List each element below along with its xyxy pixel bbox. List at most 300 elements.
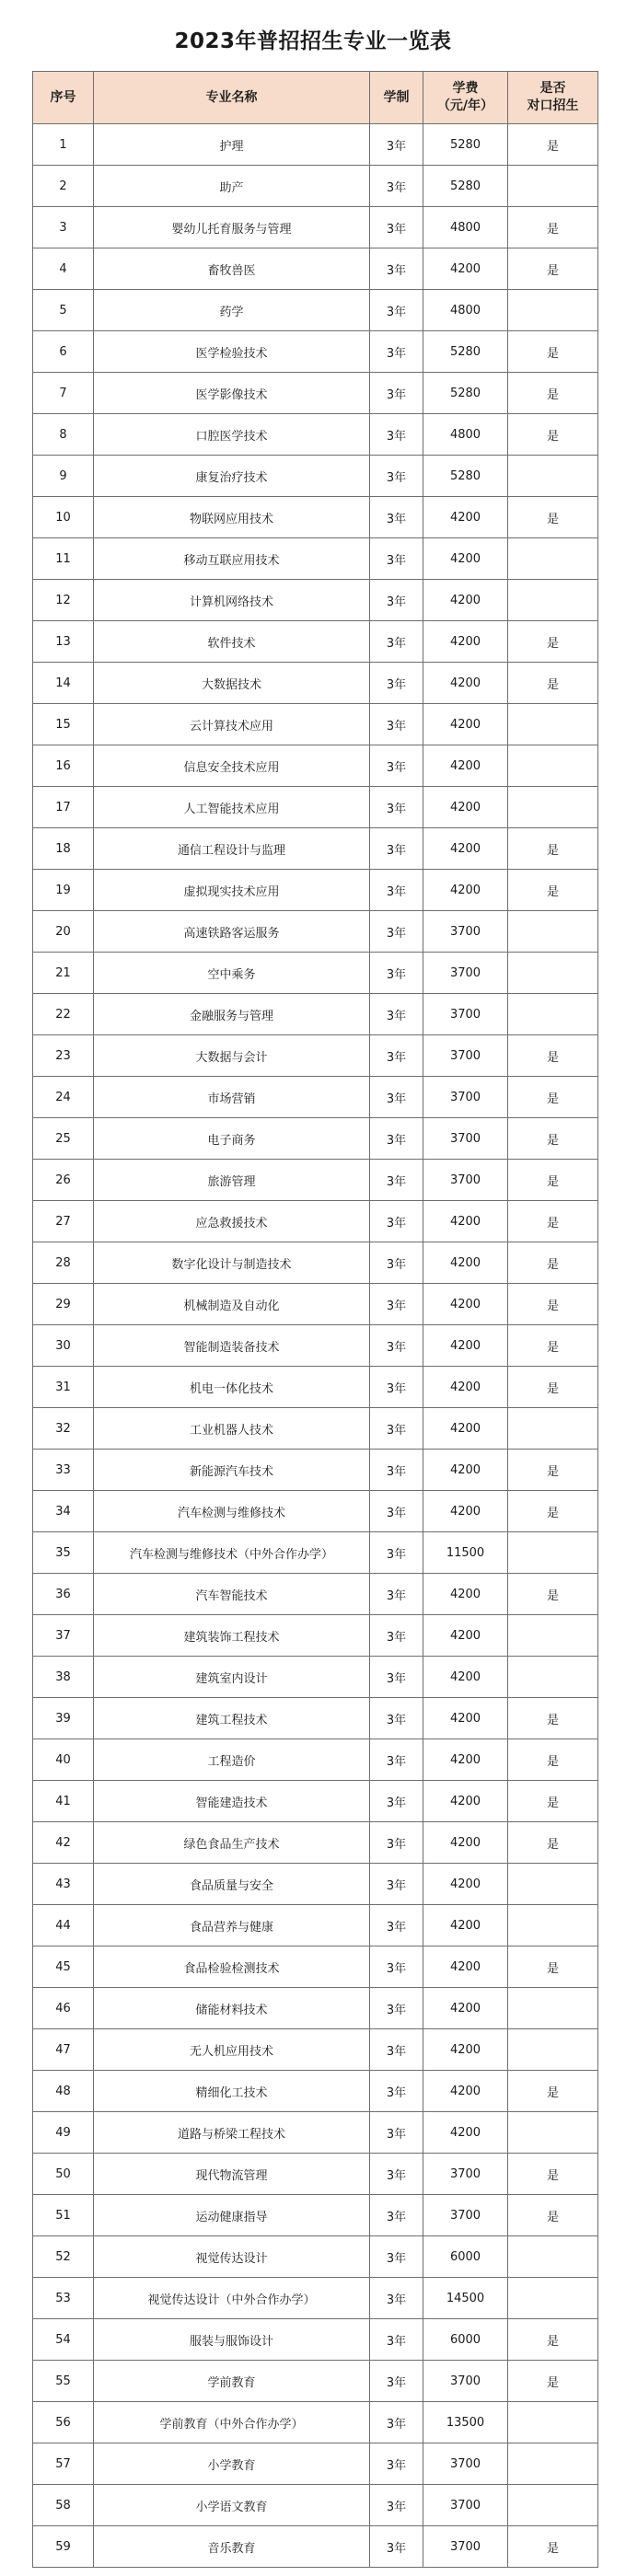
row-major-name: 信息安全技术应用: [94, 745, 370, 787]
table-row: [33, 828, 598, 870]
row-tuition: 4200: [423, 1325, 508, 1367]
row-major-name: 机电一体化技术: [94, 1367, 370, 1408]
row-major-name: 旅游管理: [94, 1160, 370, 1201]
row-vocational-flag: 是: [508, 331, 598, 373]
row-vocational-flag: [508, 2485, 598, 2526]
table-row: [33, 870, 598, 911]
row-vocational-flag: 是: [508, 2319, 598, 2361]
row-tuition: 3700: [423, 1160, 508, 1201]
row-tuition: 3700: [423, 2526, 508, 2568]
row-tuition: 13500: [423, 2402, 508, 2443]
row-duration: 3年: [370, 2319, 423, 2361]
table-row: [33, 2319, 598, 2361]
row-major-name: 建筑室内设计: [94, 1657, 370, 1698]
row-vocational-flag: [508, 2443, 598, 2485]
row-major-name: 空中乘务: [94, 953, 370, 994]
row-no: 34: [33, 1491, 94, 1532]
row-vocational-flag: [508, 1905, 598, 1946]
row-duration: 3年: [370, 538, 423, 580]
row-no: 29: [33, 1284, 94, 1325]
row-tuition: 4200: [423, 621, 508, 663]
row-duration: 3年: [370, 1739, 423, 1781]
table-row: [33, 2402, 598, 2443]
row-major-name: 汽车检测与维修技术: [94, 1491, 370, 1532]
row-no: 12: [33, 580, 94, 621]
row-tuition: 5280: [423, 166, 508, 207]
table-row: [33, 2236, 598, 2278]
row-duration: 3年: [370, 2112, 423, 2154]
row-tuition: 4200: [423, 1574, 508, 1615]
row-no: 42: [33, 1822, 94, 1864]
table-row: [33, 1781, 598, 1822]
row-duration: 3年: [370, 1946, 423, 1988]
row-duration: 3年: [370, 1035, 423, 1077]
row-duration: 3年: [370, 1284, 423, 1325]
row-vocational-flag: [508, 2112, 598, 2154]
row-vocational-flag: 是: [508, 1035, 598, 1077]
row-duration: 3年: [370, 663, 423, 704]
table-row: [33, 1946, 598, 1988]
table-row: [33, 1988, 598, 2029]
row-major-name: 小学教育: [94, 2443, 370, 2485]
row-major-name: 机械制造及自动化: [94, 1284, 370, 1325]
row-vocational-flag: 是: [508, 2361, 598, 2402]
page-title: 2023年普招招生专业一览表: [174, 29, 452, 53]
row-vocational-flag: [508, 1988, 598, 2029]
row-duration: 3年: [370, 1864, 423, 1905]
row-major-name: 储能材料技术: [94, 1988, 370, 2029]
row-tuition: 3700: [423, 1077, 508, 1118]
table-row: [33, 1118, 598, 1160]
row-no: 25: [33, 1118, 94, 1160]
row-vocational-flag: 是: [508, 1118, 598, 1160]
table-row: [33, 1532, 598, 1574]
row-major-name: 康复治疗技术: [94, 456, 370, 497]
row-major-name: 运动健康指导: [94, 2195, 370, 2236]
row-no: 45: [33, 1946, 94, 1988]
row-no: 46: [33, 1988, 94, 2029]
row-major-name: 计算机网络技术: [94, 580, 370, 621]
row-duration: 3年: [370, 2154, 423, 2195]
row-duration: 3年: [370, 456, 423, 497]
row-tuition: 3700: [423, 994, 508, 1035]
table-row: [33, 1822, 598, 1864]
row-no: 14: [33, 663, 94, 704]
header-row: [33, 72, 598, 124]
table-row: [33, 2112, 598, 2154]
row-no: 54: [33, 2319, 94, 2361]
row-major-name: 视觉传达设计（中外合作办学）: [94, 2278, 370, 2319]
row-no: 50: [33, 2154, 94, 2195]
row-vocational-flag: 是: [508, 1367, 598, 1408]
table-row: [33, 911, 598, 953]
row-no: 18: [33, 828, 94, 870]
row-major-name: 大数据与会计: [94, 1035, 370, 1077]
table-row: [33, 207, 598, 248]
table-row: [33, 538, 598, 580]
row-major-name: 食品营养与健康: [94, 1905, 370, 1946]
row-vocational-flag: [508, 911, 598, 953]
row-tuition: 3700: [423, 2443, 508, 2485]
row-vocational-flag: [508, 580, 598, 621]
row-duration: 3年: [370, 1781, 423, 1822]
row-tuition: 3700: [423, 1035, 508, 1077]
row-vocational-flag: [508, 1864, 598, 1905]
table-row: [33, 1201, 598, 1242]
row-duration: 3年: [370, 911, 423, 953]
row-duration: 3年: [370, 207, 423, 248]
row-major-name: 学前教育: [94, 2361, 370, 2402]
row-no: 20: [33, 911, 94, 953]
row-tuition: 4200: [423, 1657, 508, 1698]
row-vocational-flag: [508, 994, 598, 1035]
row-no: 5: [33, 290, 94, 331]
row-vocational-flag: 是: [508, 1077, 598, 1118]
row-major-name: 小学语文教育: [94, 2485, 370, 2526]
row-major-name: 新能源汽车技术: [94, 1450, 370, 1491]
row-tuition: 4200: [423, 1408, 508, 1450]
row-vocational-flag: [508, 1532, 598, 1574]
row-vocational-flag: 是: [508, 124, 598, 166]
row-no: 11: [33, 538, 94, 580]
row-tuition: 4200: [423, 1491, 508, 1532]
row-major-name: 汽车智能技术: [94, 1574, 370, 1615]
row-major-name: 电子商务: [94, 1118, 370, 1160]
header-years: 学制: [370, 72, 423, 124]
table-row: [33, 663, 598, 704]
row-tuition: 3700: [423, 2154, 508, 2195]
row-tuition: 4200: [423, 1988, 508, 2029]
table-row: [33, 166, 598, 207]
row-duration: 3年: [370, 1325, 423, 1367]
row-major-name: 工程造价: [94, 1739, 370, 1781]
row-major-name: 绿色食品生产技术: [94, 1822, 370, 1864]
row-major-name: 移动互联应用技术: [94, 538, 370, 580]
row-vocational-flag: 是: [508, 497, 598, 538]
row-tuition: 3700: [423, 911, 508, 953]
row-no: 51: [33, 2195, 94, 2236]
row-no: 52: [33, 2236, 94, 2278]
row-no: 19: [33, 870, 94, 911]
table-row: [33, 1905, 598, 1946]
row-major-name: 口腔医学技术: [94, 414, 370, 456]
row-duration: 3年: [370, 1408, 423, 1450]
row-tuition: 4200: [423, 1781, 508, 1822]
header-no: 序号: [33, 72, 94, 124]
row-duration: 3年: [370, 414, 423, 456]
table-row: [33, 1615, 598, 1657]
row-no: 35: [33, 1532, 94, 1574]
row-major-name: 智能建造技术: [94, 1781, 370, 1822]
row-duration: 3年: [370, 828, 423, 870]
row-major-name: 服装与服饰设计: [94, 2319, 370, 2361]
row-no: 15: [33, 704, 94, 745]
row-no: 43: [33, 1864, 94, 1905]
row-vocational-flag: [508, 953, 598, 994]
table-row: [33, 456, 598, 497]
row-tuition: 5280: [423, 124, 508, 166]
row-duration: 3年: [370, 1822, 423, 1864]
row-vocational-flag: 是: [508, 207, 598, 248]
row-vocational-flag: [508, 1615, 598, 1657]
row-major-name: 精细化工技术: [94, 2071, 370, 2112]
table-row: [33, 621, 598, 663]
row-duration: 3年: [370, 1077, 423, 1118]
table-header: [33, 72, 598, 124]
row-major-name: 学前教育（中外合作办学）: [94, 2402, 370, 2443]
table-row: [33, 1698, 598, 1739]
row-duration: 3年: [370, 1905, 423, 1946]
table-row: [33, 414, 598, 456]
row-vocational-flag: [508, 1657, 598, 1698]
row-tuition: 4200: [423, 787, 508, 828]
row-major-name: 市场营销: [94, 1077, 370, 1118]
row-duration: 3年: [370, 2278, 423, 2319]
row-major-name: 药学: [94, 290, 370, 331]
row-duration: 3年: [370, 1242, 423, 1284]
row-tuition: 5280: [423, 373, 508, 414]
row-major-name: 医学影像技术: [94, 373, 370, 414]
row-major-name: 助产: [94, 166, 370, 207]
row-no: 2: [33, 166, 94, 207]
row-no: 38: [33, 1657, 94, 1698]
row-vocational-flag: 是: [508, 1325, 598, 1367]
row-major-name: 通信工程设计与监理: [94, 828, 370, 870]
row-no: 21: [33, 953, 94, 994]
row-duration: 3年: [370, 1491, 423, 1532]
table-row: [33, 1450, 598, 1491]
table-row: [33, 2071, 598, 2112]
row-vocational-flag: [508, 2029, 598, 2071]
row-vocational-flag: 是: [508, 621, 598, 663]
row-major-name: 金融服务与管理: [94, 994, 370, 1035]
row-duration: 3年: [370, 124, 423, 166]
table-row: [33, 953, 598, 994]
row-duration: 3年: [370, 745, 423, 787]
table-row: [33, 1367, 598, 1408]
row-duration: 3年: [370, 1988, 423, 2029]
row-tuition: 4800: [423, 290, 508, 331]
row-vocational-flag: 是: [508, 373, 598, 414]
row-tuition: 14500: [423, 2278, 508, 2319]
row-vocational-flag: [508, 745, 598, 787]
row-duration: 3年: [370, 373, 423, 414]
row-vocational-flag: 是: [508, 414, 598, 456]
row-vocational-flag: [508, 2236, 598, 2278]
row-tuition: 4200: [423, 1367, 508, 1408]
table-row: [33, 497, 598, 538]
row-duration: 3年: [370, 787, 423, 828]
row-duration: 3年: [370, 2402, 423, 2443]
row-duration: 3年: [370, 870, 423, 911]
row-duration: 3年: [370, 248, 423, 290]
table-row: [33, 1657, 598, 1698]
row-vocational-flag: 是: [508, 828, 598, 870]
row-duration: 3年: [370, 1118, 423, 1160]
row-major-name: 婴幼儿托育服务与管理: [94, 207, 370, 248]
row-tuition: 3700: [423, 2485, 508, 2526]
table-row: [33, 745, 598, 787]
row-major-name: 畜牧兽医: [94, 248, 370, 290]
row-vocational-flag: 是: [508, 1822, 598, 1864]
row-no: 33: [33, 1450, 94, 1491]
row-major-name: 食品检验检测技术: [94, 1946, 370, 1988]
row-duration: 3年: [370, 166, 423, 207]
row-duration: 3年: [370, 1698, 423, 1739]
row-tuition: 5280: [423, 456, 508, 497]
row-vocational-flag: 是: [508, 2071, 598, 2112]
row-major-name: 汽车检测与维修技术（中外合作办学）: [94, 1532, 370, 1574]
row-no: 7: [33, 373, 94, 414]
row-duration: 3年: [370, 2526, 423, 2568]
row-tuition: 3700: [423, 2361, 508, 2402]
row-no: 22: [33, 994, 94, 1035]
row-vocational-flag: 是: [508, 2195, 598, 2236]
row-tuition: 4200: [423, 2112, 508, 2154]
row-no: 48: [33, 2071, 94, 2112]
row-tuition: 4200: [423, 1242, 508, 1284]
table-row: [33, 1035, 598, 1077]
row-vocational-flag: 是: [508, 248, 598, 290]
row-duration: 3年: [370, 953, 423, 994]
row-major-name: 高速铁路客运服务: [94, 911, 370, 953]
row-no: 3: [33, 207, 94, 248]
row-no: 28: [33, 1242, 94, 1284]
row-no: 56: [33, 2402, 94, 2443]
table-row: [33, 1077, 598, 1118]
row-duration: 3年: [370, 2443, 423, 2485]
table-row: [33, 331, 598, 373]
row-duration: 3年: [370, 1160, 423, 1201]
table-row: [33, 1574, 598, 1615]
table-body: [33, 124, 598, 2568]
table-row: [33, 1491, 598, 1532]
row-tuition: 6000: [423, 2236, 508, 2278]
header-dk: [508, 72, 598, 124]
row-vocational-flag: 是: [508, 1450, 598, 1491]
row-no: 27: [33, 1201, 94, 1242]
row-no: 59: [33, 2526, 94, 2568]
row-major-name: 建筑工程技术: [94, 1698, 370, 1739]
row-tuition: 6000: [423, 2319, 508, 2361]
row-vocational-flag: 是: [508, 870, 598, 911]
row-no: 37: [33, 1615, 94, 1657]
header-dk-line1: 是否: [539, 81, 566, 96]
row-tuition: 4200: [423, 1284, 508, 1325]
row-major-name: 护理: [94, 124, 370, 166]
row-tuition: 4200: [423, 1450, 508, 1491]
row-major-name: 食品质量与安全: [94, 1864, 370, 1905]
row-duration: 3年: [370, 704, 423, 745]
row-no: 36: [33, 1574, 94, 1615]
header-name: 专业名称: [94, 72, 370, 124]
row-tuition: 4200: [423, 828, 508, 870]
table-row: [33, 1739, 598, 1781]
row-vocational-flag: [508, 290, 598, 331]
row-no: 24: [33, 1077, 94, 1118]
header-fee-line2: （元/年）: [436, 98, 494, 113]
majors-table: [32, 71, 598, 2568]
row-duration: 3年: [370, 1367, 423, 1408]
row-duration: 3年: [370, 621, 423, 663]
row-major-name: 工业机器人技术: [94, 1408, 370, 1450]
table-row: [33, 2485, 598, 2526]
table-row: [33, 787, 598, 828]
row-vocational-flag: 是: [508, 2154, 598, 2195]
row-major-name: 智能制造装备技术: [94, 1325, 370, 1367]
row-duration: 3年: [370, 580, 423, 621]
row-tuition: 4200: [423, 745, 508, 787]
row-tuition: 4200: [423, 1905, 508, 1946]
row-major-name: 云计算技术应用: [94, 704, 370, 745]
row-no: 4: [33, 248, 94, 290]
row-duration: 3年: [370, 2071, 423, 2112]
row-duration: 3年: [370, 497, 423, 538]
row-duration: 3年: [370, 2361, 423, 2402]
row-vocational-flag: 是: [508, 663, 598, 704]
table-row: [33, 1864, 598, 1905]
table-row: [33, 2361, 598, 2402]
table-row: [33, 124, 598, 166]
row-duration: 3年: [370, 1574, 423, 1615]
row-no: 10: [33, 497, 94, 538]
table-row: [33, 248, 598, 290]
row-vocational-flag: [508, 538, 598, 580]
header-fee-line1: 学费: [452, 81, 479, 96]
table-row: [33, 994, 598, 1035]
row-no: 32: [33, 1408, 94, 1450]
row-no: 55: [33, 2361, 94, 2402]
row-no: 53: [33, 2278, 94, 2319]
row-no: 41: [33, 1781, 94, 1822]
header-dk-line2: 对口招生: [527, 98, 579, 113]
row-major-name: 无人机应用技术: [94, 2029, 370, 2071]
row-duration: 3年: [370, 1450, 423, 1491]
row-duration: 3年: [370, 1615, 423, 1657]
row-tuition: 4200: [423, 248, 508, 290]
row-duration: 3年: [370, 2485, 423, 2526]
row-duration: 3年: [370, 331, 423, 373]
row-major-name: 大数据技术: [94, 663, 370, 704]
row-tuition: 4200: [423, 1698, 508, 1739]
table-row: [33, 2443, 598, 2485]
row-vocational-flag: [508, 456, 598, 497]
row-duration: 3年: [370, 1532, 423, 1574]
row-tuition: 4200: [423, 1201, 508, 1242]
row-tuition: 4200: [423, 2029, 508, 2071]
row-no: 16: [33, 745, 94, 787]
row-vocational-flag: 是: [508, 1491, 598, 1532]
row-tuition: 4200: [423, 870, 508, 911]
row-tuition: 4200: [423, 1615, 508, 1657]
row-no: 8: [33, 414, 94, 456]
row-vocational-flag: [508, 1408, 598, 1450]
row-vocational-flag: 是: [508, 1739, 598, 1781]
row-no: 31: [33, 1367, 94, 1408]
row-tuition: 4200: [423, 704, 508, 745]
row-duration: 3年: [370, 1201, 423, 1242]
row-major-name: 现代物流管理: [94, 2154, 370, 2195]
row-tuition: 3700: [423, 953, 508, 994]
row-no: 13: [33, 621, 94, 663]
row-vocational-flag: 是: [508, 2526, 598, 2568]
row-duration: 3年: [370, 1657, 423, 1698]
row-major-name: 建筑装饰工程技术: [94, 1615, 370, 1657]
row-tuition: 4800: [423, 414, 508, 456]
row-tuition: 4200: [423, 538, 508, 580]
row-duration: 3年: [370, 2236, 423, 2278]
row-duration: 3年: [370, 994, 423, 1035]
